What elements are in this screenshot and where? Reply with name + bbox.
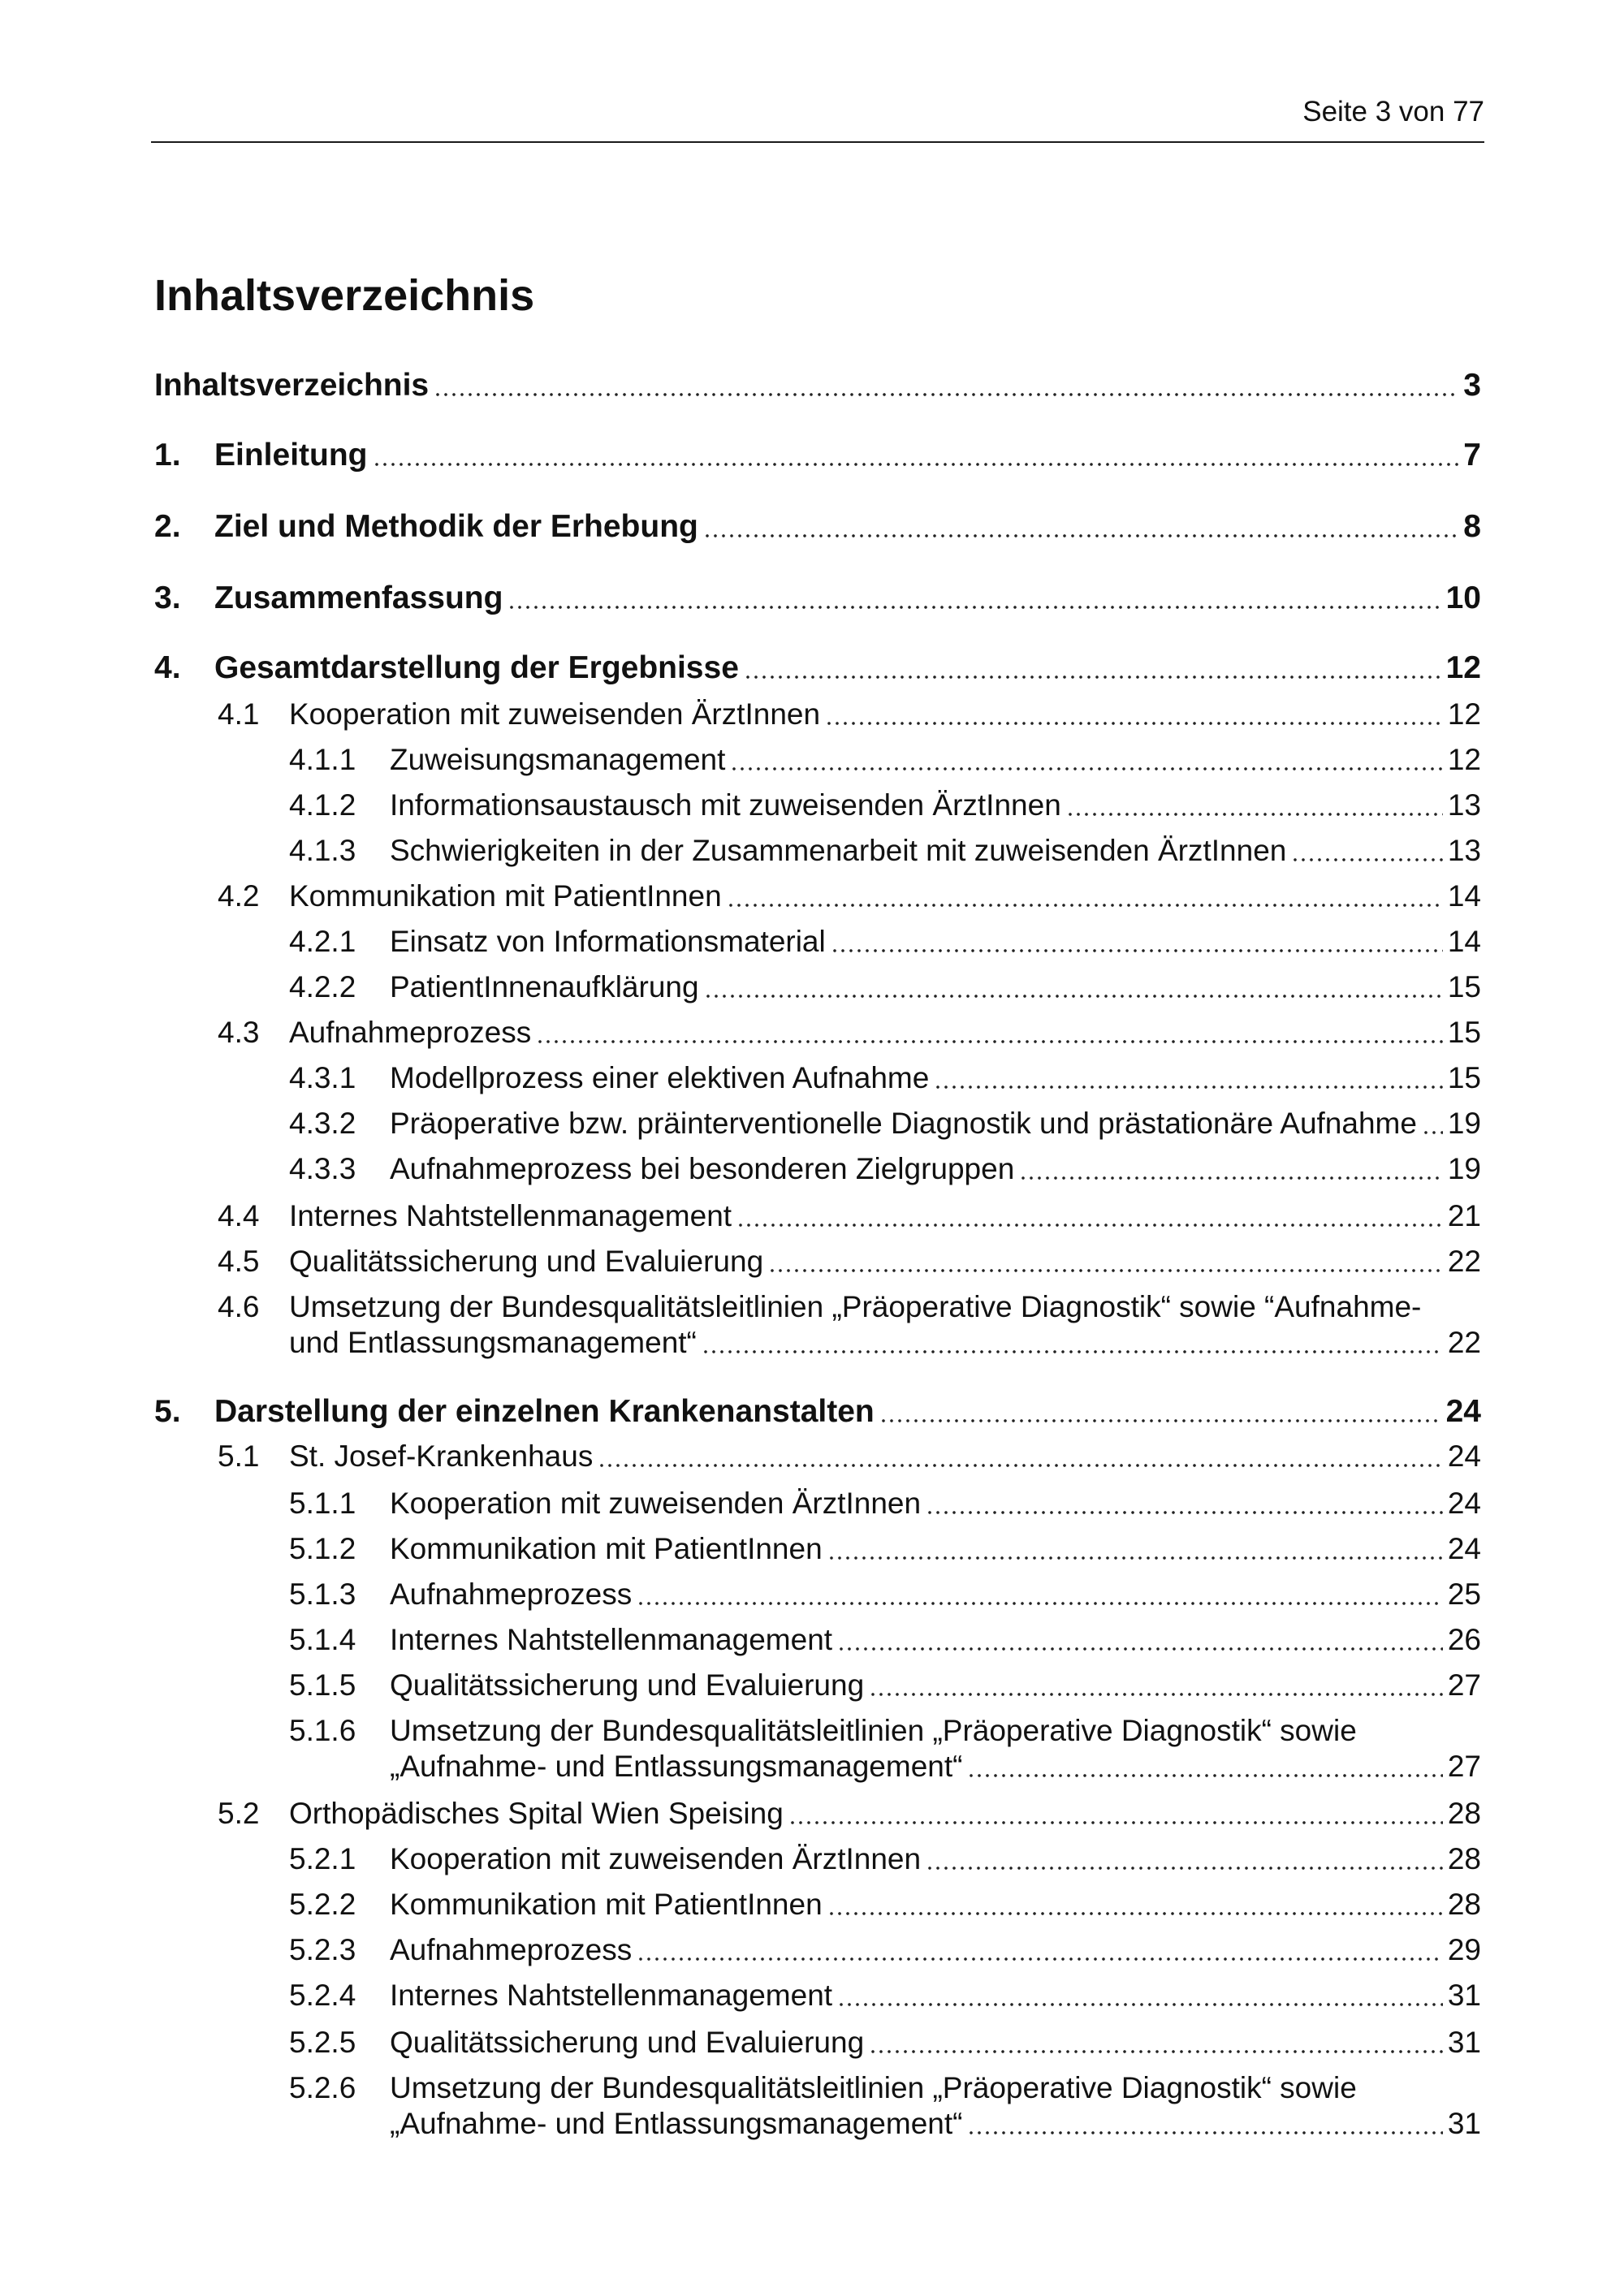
toc-leader	[934, 1060, 1443, 1090]
toc-label: Kommunikation mit PatientInnen	[390, 1888, 823, 1921]
toc-number: 4.5	[218, 1245, 260, 1278]
toc-page: 24	[1447, 1532, 1481, 1565]
toc-number: 5.1.4	[289, 1623, 356, 1656]
toc-label: Orthopädisches Spital Wien Speising	[289, 1797, 784, 1830]
toc-label: Kommunikation mit PatientInnen	[289, 879, 722, 913]
toc-number: 4.3	[218, 1016, 260, 1049]
toc-number: 5.1	[218, 1439, 260, 1473]
toc-entry-3[interactable]	[154, 576, 1481, 619]
toc-leader	[926, 1841, 1443, 1871]
toc-page: 28	[1447, 1842, 1481, 1875]
toc-number: 4.6	[218, 1290, 260, 1323]
toc-leader	[768, 1243, 1443, 1273]
toc-label: St. Josef-Krankenhaus	[289, 1439, 594, 1473]
toc-number: 4.3.3	[289, 1152, 356, 1185]
toc-page: 28	[1447, 1797, 1481, 1830]
toc-label: Inhaltsverzeichnis	[154, 368, 430, 403]
toc-page: 22	[1447, 1245, 1481, 1278]
toc-page: 24	[1447, 1439, 1481, 1473]
toc-entry-5-1-3[interactable]	[154, 1573, 1481, 1616]
toc-leader	[637, 1576, 1443, 1606]
toc-number: 5.2.1	[289, 1842, 356, 1875]
toc-label: Umsetzung der Bundesqualitätsleitlinien „Präoperative Diagnostik“ sowie	[390, 2071, 1357, 2104]
toc-number: 4.1.2	[289, 788, 356, 822]
toc-page: 22	[1447, 1326, 1481, 1359]
toc-entry-5-1[interactable]	[154, 1435, 1481, 1478]
toc-page: 29	[1447, 1933, 1481, 1966]
toc-leader	[827, 1886, 1443, 1916]
toc-entry-4-2-2[interactable]	[154, 966, 1481, 1008]
toc-number: 4.2	[218, 879, 260, 913]
toc-page: 14	[1447, 925, 1481, 958]
toc-label: Kooperation mit zuweisenden ÄrztInnen	[390, 1487, 922, 1520]
toc-leader	[879, 1392, 1441, 1423]
toc-leader	[736, 1198, 1443, 1228]
toc-leader	[967, 1748, 1442, 1778]
toc-entry-5-2-1[interactable]	[154, 1838, 1481, 1880]
toc-label: Internes Nahtstellenmanagement	[390, 1979, 833, 2012]
toc-page: 24	[1445, 1394, 1481, 1429]
toc-leader	[837, 1621, 1443, 1651]
toc-entry-4-2[interactable]	[154, 875, 1481, 917]
toc-number: 5.2	[218, 1797, 260, 1830]
toc-label: Kommunikation mit PatientInnen	[390, 1532, 823, 1565]
toc-label: Qualitätssicherung und Evaluierung	[390, 1668, 865, 1702]
toc-leader	[703, 507, 1458, 538]
toc-entry-4-1-3[interactable]	[154, 830, 1481, 872]
toc-leader	[1019, 1150, 1443, 1180]
document-title: Inhaltsverzeichnis	[154, 271, 535, 320]
toc-page: 19	[1447, 1107, 1481, 1140]
toc-leader	[967, 2105, 1442, 2135]
toc-number: 4.1.1	[289, 743, 356, 776]
toc-leader	[704, 969, 1443, 999]
toc-number: 4.1.3	[289, 834, 356, 867]
toc-page: 14	[1447, 879, 1481, 913]
toc-page: 10	[1445, 580, 1481, 615]
toc-leader	[926, 1485, 1443, 1515]
toc-leader	[536, 1014, 1443, 1044]
toc-number: 4.3.2	[289, 1107, 356, 1140]
toc-page: 15	[1447, 970, 1481, 1003]
toc-page: 15	[1447, 1016, 1481, 1049]
toc-entry-line-2	[154, 1322, 1481, 1364]
toc-number: 5.1.6	[289, 1714, 356, 1747]
toc-entry-4-1-1[interactable]	[154, 739, 1481, 781]
toc-label: Schwierigkeiten in der Zusammenarbeit mit zuweisenden ÄrztInnen	[390, 834, 1287, 867]
toc-leader	[744, 648, 1441, 680]
toc-entry-4-1[interactable]	[154, 693, 1481, 736]
toc-number: 4.2.2	[289, 970, 356, 1003]
toc-label: Zuweisungsmanagement	[390, 743, 726, 776]
toc-entry-5-2-4[interactable]	[154, 1974, 1481, 2017]
toc-leader	[373, 435, 1459, 467]
toc-entry-4-4[interactable]	[154, 1195, 1481, 1237]
toc-entry-5-2-6[interactable]	[154, 2067, 1481, 2145]
toc-number: 5.	[154, 1394, 181, 1429]
toc-page: 31	[1447, 1979, 1481, 2012]
toc-leader	[702, 1324, 1443, 1354]
toc-label-continued: und Entlassungsmanagement“	[289, 1326, 697, 1359]
toc-label-continued: „Aufnahme- und Entlassungsmanagement“	[390, 1750, 963, 1783]
toc-number: 3.	[154, 580, 181, 615]
page-number: Seite 3 von 77	[1302, 96, 1484, 127]
toc-entry-5[interactable]	[154, 1390, 1481, 1433]
toc-label: Gesamtdarstellung der Ergebnisse	[214, 650, 739, 685]
toc-entry-4-5[interactable]	[154, 1241, 1481, 1283]
toc-number: 2.	[154, 509, 181, 544]
toc-page: 15	[1447, 1061, 1481, 1094]
toc-label: Kooperation mit zuweisenden ÄrztInnen	[289, 697, 821, 731]
toc-number: 5.2.2	[289, 1888, 356, 1921]
toc-leader	[598, 1438, 1443, 1468]
toc-label: Einleitung	[214, 438, 368, 473]
toc-page: 13	[1447, 834, 1481, 867]
toc-number: 5.2.6	[289, 2071, 356, 2104]
toc-page: 31	[1447, 2026, 1481, 2059]
toc-leader	[730, 741, 1442, 771]
toc-leader	[1066, 787, 1443, 817]
toc-label: Qualitätssicherung und Evaluierung	[289, 1245, 764, 1278]
toc-page: 13	[1447, 788, 1481, 822]
toc-entry-4[interactable]	[154, 646, 1481, 689]
toc-page: 12	[1445, 650, 1481, 685]
toc-leader	[637, 1931, 1443, 1962]
toc-label: Darstellung der einzelnen Krankenanstalten	[214, 1394, 875, 1429]
toc-label: Internes Nahtstellenmanagement	[390, 1623, 833, 1656]
toc-label: Aufnahmeprozess bei besonderen Zielgruppen	[390, 1152, 1015, 1185]
toc-page: 21	[1447, 1199, 1481, 1232]
toc-entry-5-1-1[interactable]	[154, 1482, 1481, 1525]
toc-label: PatientInnenaufklärung	[390, 970, 699, 1003]
toc-page: 7	[1463, 438, 1481, 473]
toc-entry-4-3-2[interactable]	[154, 1103, 1481, 1145]
toc-leader	[1291, 832, 1442, 862]
toc-entry-5-2-5[interactable]	[154, 2022, 1481, 2064]
toc-entry-4-6[interactable]	[154, 1286, 1481, 1364]
toc-number: 4.1	[218, 697, 260, 731]
toc-page: 25	[1447, 1577, 1481, 1611]
toc-label: Informationsaustausch mit zuweisenden ÄrztInnen	[390, 788, 1061, 822]
toc-number: 5.2.4	[289, 1979, 356, 2012]
toc-entry-4-3-3[interactable]	[154, 1148, 1481, 1190]
toc-label: Ziel und Methodik der Erhebung	[214, 509, 698, 544]
toc-leader	[788, 1795, 1443, 1825]
toc-label: Einsatz von Informationsmaterial	[390, 925, 826, 958]
toc-number: 5.1.2	[289, 1532, 356, 1565]
toc-label-continued: „Aufnahme- und Entlassungsmanagement“	[390, 2107, 963, 2140]
toc-leader	[831, 923, 1443, 953]
toc-label: Modellprozess einer elektiven Aufnahme	[390, 1061, 930, 1094]
toc-page: 27	[1447, 1668, 1481, 1702]
toc-number: 4.2.1	[289, 925, 356, 958]
toc-entry-5-2-2[interactable]	[154, 1884, 1481, 1926]
toc-leader	[869, 2024, 1443, 2054]
toc-page: 31	[1447, 2107, 1481, 2140]
toc-number: 5.1.3	[289, 1577, 356, 1611]
toc-leader	[1422, 1105, 1443, 1135]
toc-label: Zusammenfassung	[214, 580, 503, 615]
toc-leader	[727, 878, 1443, 908]
toc-entry-5-2-3[interactable]	[154, 1929, 1481, 1971]
toc-label: Aufnahmeprozess	[289, 1016, 532, 1049]
toc-label: Qualitätssicherung und Evaluierung	[390, 2026, 865, 2059]
toc-page: 24	[1447, 1487, 1481, 1520]
toc-entry-4-3[interactable]	[154, 1012, 1481, 1054]
toc-number: 5.1.5	[289, 1668, 356, 1702]
toc-number: 1.	[154, 438, 181, 473]
toc-label: Umsetzung der Bundesqualitätsleitlinien „Präoperative Diagnostik“ sowie	[390, 1714, 1357, 1747]
toc-page: 27	[1447, 1750, 1481, 1783]
toc-page: 28	[1447, 1888, 1481, 1921]
toc-entry-5-1-4[interactable]	[154, 1619, 1481, 1661]
toc-leader	[869, 1667, 1443, 1697]
toc-entry-5-2[interactable]	[154, 1793, 1481, 1835]
page-header	[151, 91, 1484, 143]
toc-number: 5.2.3	[289, 1933, 356, 1966]
toc-label: Kooperation mit zuweisenden ÄrztInnen	[390, 1842, 922, 1875]
toc-entry-4-1-2[interactable]	[154, 784, 1481, 826]
toc-leader	[434, 365, 1458, 397]
toc-number: 4.4	[218, 1199, 260, 1232]
toc-entry-inhaltsverzeichnis[interactable]	[154, 364, 1481, 407]
toc-entry-1[interactable]	[154, 434, 1481, 477]
toc-leader	[827, 1530, 1443, 1560]
toc-label: Präoperative bzw. präinterventionelle Diagnostik und prästationäre Aufnahme	[390, 1107, 1417, 1140]
toc-label: Internes Nahtstellenmanagement	[289, 1199, 732, 1232]
toc-page: 19	[1447, 1152, 1481, 1185]
toc-label: Aufnahmeprozess	[390, 1933, 633, 1966]
toc-entry-4-2-1[interactable]	[154, 921, 1481, 963]
toc-page: 8	[1463, 509, 1481, 544]
toc-entry-4-3-1[interactable]	[154, 1057, 1481, 1099]
toc-page: 12	[1447, 743, 1481, 776]
toc-entry-2[interactable]	[154, 505, 1481, 548]
toc-label: Aufnahmeprozess	[390, 1577, 633, 1611]
toc-entry-5-1-2[interactable]	[154, 1528, 1481, 1570]
toc-number: 5.1.1	[289, 1487, 356, 1520]
toc-entry-5-1-6[interactable]	[154, 1710, 1481, 1788]
toc-page: 12	[1447, 697, 1481, 731]
toc-leader	[825, 696, 1443, 726]
toc-label: Umsetzung der Bundesqualitätsleitlinien „Präoperative Diagnostik“ sowie “Aufnahme-	[289, 1290, 1422, 1323]
toc-page: 26	[1447, 1623, 1481, 1656]
toc-leader	[837, 1977, 1443, 2007]
toc-number: 5.2.5	[289, 2026, 356, 2059]
toc-page: 3	[1463, 368, 1481, 403]
toc-number: 4.	[154, 650, 181, 685]
toc-leader	[508, 578, 1440, 610]
toc-entry-5-1-5[interactable]	[154, 1664, 1481, 1707]
toc-number: 4.3.1	[289, 1061, 356, 1094]
